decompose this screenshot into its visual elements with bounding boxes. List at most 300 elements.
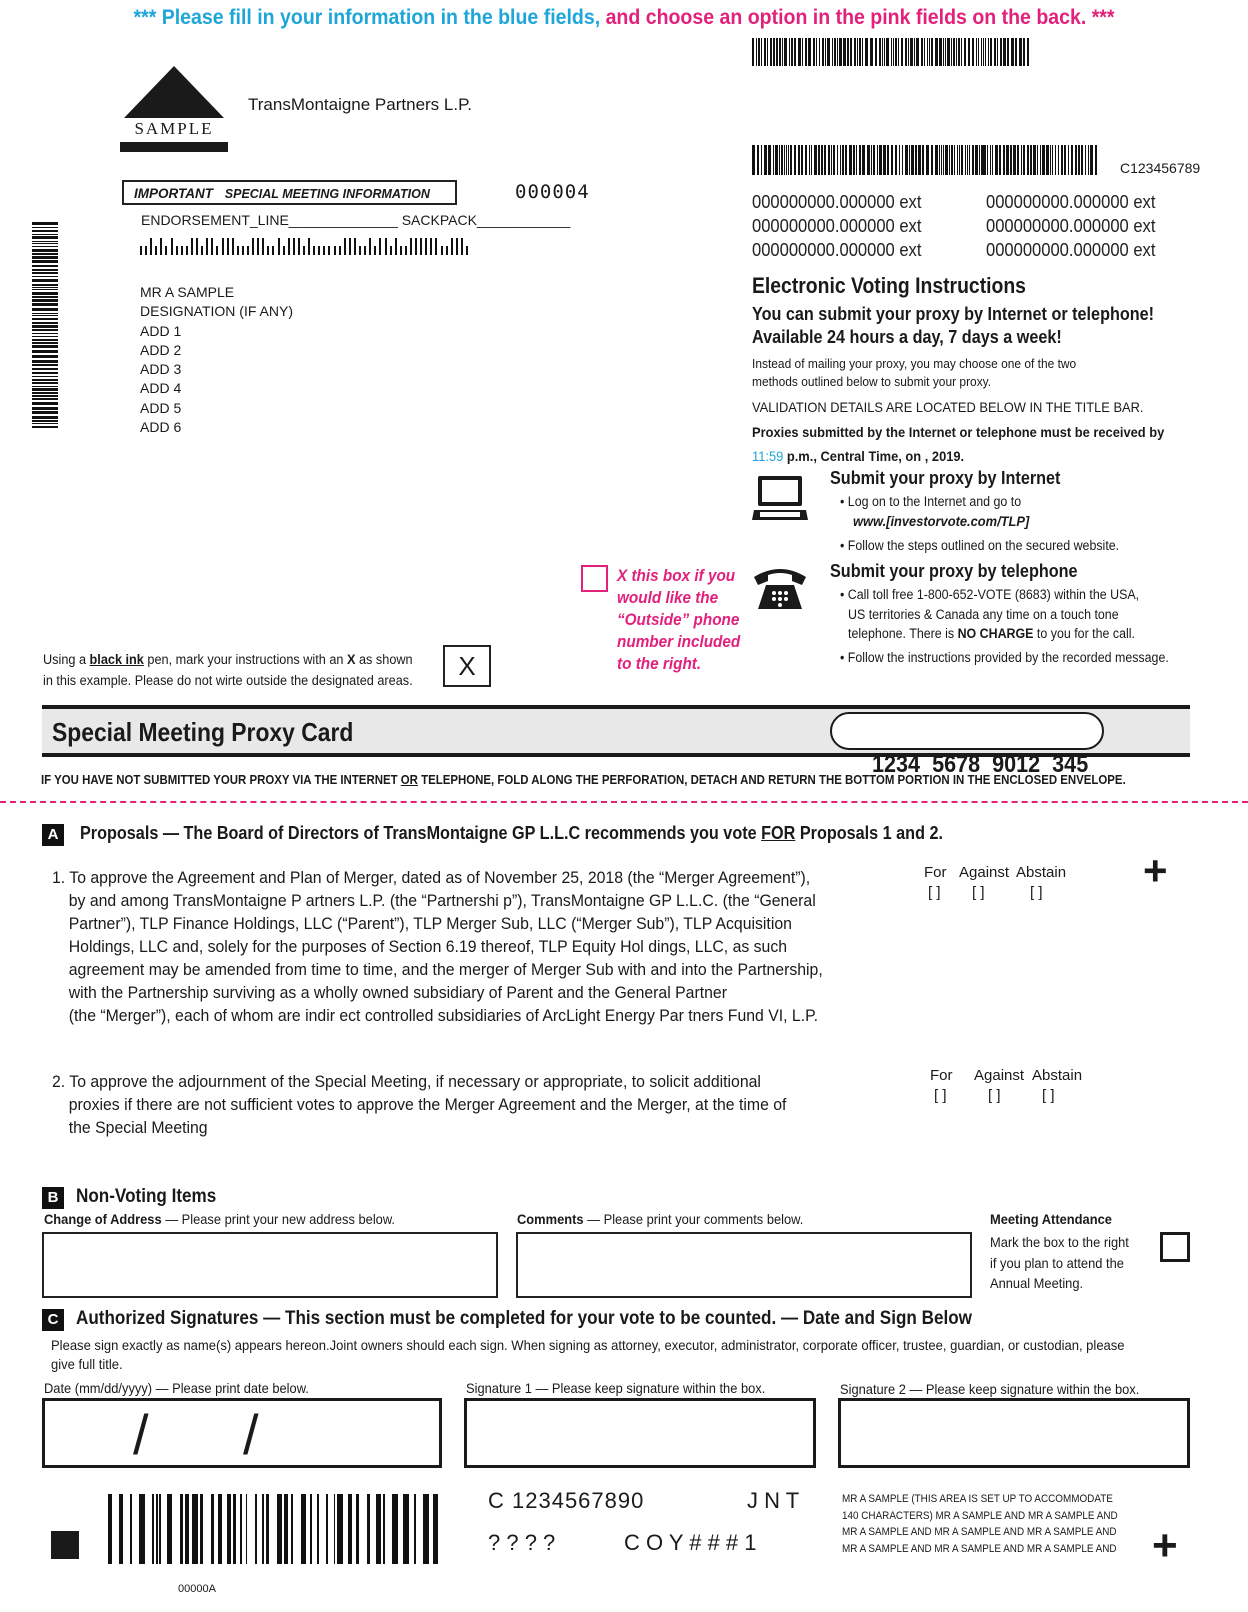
barcode-bar: [790, 145, 793, 175]
barcode-bar: [791, 38, 794, 66]
barcode-bar: [794, 145, 796, 175]
fold-text: IF YOU HAVE NOT SUBMITTED YOUR PROXY VIA THE INTERNET: [41, 772, 401, 787]
barcode-bar: [939, 145, 940, 175]
name-block-line: MR A SAMPLE AND MR A SAMPLE AND MR A SAMPLE AND: [842, 1526, 1117, 1538]
barcode-bar: [150, 238, 152, 255]
barcode-bar: [961, 145, 963, 175]
barcode-bar: [390, 246, 392, 255]
vote-against-label: Against: [974, 1067, 1025, 1084]
internet-title: Submit your proxy by Internet: [830, 468, 1061, 488]
barcode-bar: [303, 246, 305, 255]
vote-for-label: For: [924, 864, 947, 881]
date-slash-2: /: [243, 1403, 259, 1466]
proposal-2-line: proxies if there are not sufficient votes to approve the Merger Agreement and the Merger, at the time of: [68, 1095, 787, 1114]
barcode-bar: [326, 1494, 328, 1564]
barcode-bar: [32, 292, 58, 295]
barcode-bar: [905, 145, 906, 175]
barcode-bar: [1027, 145, 1030, 175]
barcode-bar: [323, 246, 325, 255]
barcode-bar: [775, 145, 778, 175]
barcode-bar: [1023, 38, 1025, 66]
barcode-bar: [805, 38, 807, 66]
important-box: [122, 180, 457, 205]
barcode-bar: [32, 329, 58, 331]
internet-url[interactable]: www.[investorvote.com/TLP]: [853, 513, 1030, 529]
barcode-bar: [997, 38, 998, 66]
phone-bullet-2: • Follow the instructions provided by the recorded message.: [840, 650, 1169, 665]
barcode-bar: [954, 145, 955, 175]
barcode-bar: [1027, 38, 1029, 66]
signing-instructions-1: Please sign exactly as name(s) appears hereon.Joint owners should each sign. When signing as attorney, executor, administrator, corporate officer, trustee, guardian, or custodian, please: [51, 1337, 1125, 1353]
barcode-bar: [779, 145, 780, 175]
barcode-bar: [318, 246, 320, 255]
barcode-bar: [233, 1494, 237, 1564]
barcode-bar: [951, 38, 952, 66]
title-bar: [42, 705, 1190, 778]
ink-line-1: [43, 649, 413, 670]
vote-abstain-label: Abstain: [1032, 1067, 1083, 1084]
barcode-bar: [845, 145, 847, 175]
barcode-bar: [941, 145, 942, 175]
barcode-bar: [978, 38, 979, 66]
top-barcode: [752, 38, 1032, 66]
ink-text: pen, mark your instructions with an: [143, 652, 348, 667]
barcode-bar: [761, 38, 762, 66]
postal-barcode: [140, 238, 475, 255]
barcode-bar: [931, 38, 933, 66]
barcode-bar: [32, 299, 58, 302]
vote-against-label: Against: [959, 864, 1010, 881]
internet-bullet-1: • Log on to the Internet and go to: [840, 494, 1022, 509]
barcode-bar: [410, 238, 412, 255]
barcode-bar: [272, 246, 274, 255]
barcode-bar: [988, 38, 990, 66]
vote-for-box[interactable]: [ ]: [928, 884, 941, 901]
barcode-bar: [451, 238, 453, 255]
section-c-badge: C: [42, 1309, 64, 1331]
card-title: Special Meeting Proxy Card: [52, 717, 354, 747]
barcode-bar: [32, 426, 58, 428]
barcode-bar: [788, 145, 789, 175]
barcode-bar: [1055, 145, 1056, 175]
vote-abstain-box[interactable]: [ ]: [1042, 1087, 1055, 1104]
barcode-bar: [975, 145, 976, 175]
barcode-bar: [32, 272, 58, 274]
barcode-bar: [32, 243, 58, 244]
electronic-subtitle-2: Available 24 hours a day, 7 days a week!: [752, 327, 1062, 347]
barcode-bar: [227, 238, 229, 255]
footer-coy: C O Y # # # 1: [624, 1530, 757, 1555]
barcode-bar: [32, 372, 58, 374]
barcode-bar: [837, 145, 838, 175]
proposal-1-line: with the Partnership surviving as a wholly owned subsidiary of Parent and the General Partner: [68, 983, 727, 1002]
barcode-bar: [999, 145, 1002, 175]
address-line: ADD 3: [140, 361, 182, 378]
barcode-bar: [979, 145, 980, 175]
barcode-bar: [32, 315, 58, 316]
barcode-bar: [867, 145, 870, 175]
barcode-bar: [441, 246, 443, 255]
company-name: TransMontaigne Partners L.P.: [248, 95, 472, 114]
signature-2-field[interactable]: [838, 1398, 1190, 1468]
barcode-bar: [987, 145, 988, 175]
barcode-bar: [1042, 145, 1045, 175]
barcode-bar: [994, 38, 996, 66]
barcode-bar: [879, 38, 881, 66]
barcode-bar: [32, 416, 58, 419]
form-code: 00000A: [178, 1583, 216, 1595]
barcode-bar: [1000, 38, 1002, 66]
barcode-bar: [32, 376, 58, 377]
deadline-line-2: [752, 448, 964, 464]
laptop-icon: [752, 474, 808, 526]
barcode-bar: [1019, 38, 1022, 66]
barcode-bar: [1061, 145, 1064, 175]
name-block-line: MR A SAMPLE (THIS AREA IS SET UP TO ACCOMMODATE: [842, 1493, 1113, 1505]
barcode-bar: [262, 1494, 264, 1564]
address-label-bold: Change of Address: [44, 1211, 162, 1227]
footer-name-block: [842, 1491, 1118, 1557]
attendance-text: [990, 1232, 1129, 1294]
barcode-bar: [831, 145, 832, 175]
barcode-bar: [32, 345, 58, 348]
perforation-line: [0, 801, 1248, 803]
barcode-bar: [784, 38, 787, 66]
proposal-1: [52, 866, 823, 1027]
barcode-bar: [277, 1494, 283, 1564]
barcode-bar: [400, 246, 402, 255]
barcode-bar: [32, 279, 58, 282]
barcode-bar: [776, 38, 779, 66]
barcode-bar: [255, 1494, 257, 1564]
proposal-1-line: agreement may be amended from time to time, and the merger of Merger Sub with and into the Partnership,: [68, 960, 823, 979]
barcode-bar: [801, 145, 803, 175]
barcode-bar: [159, 1494, 161, 1564]
barcode-bar: [887, 145, 890, 175]
section-a-title: [80, 823, 943, 844]
barcode-bar: [32, 230, 58, 232]
barcode-bar: [847, 38, 849, 66]
name-block-line: 140 CHARACTERS) MR A SAMPLE AND MR A SAMPLE AND: [842, 1509, 1118, 1522]
barcode-bar: [32, 379, 58, 381]
section-c-title: Authorized Signatures — This section must be completed for your vote to be counted. — Date and Sign Below: [76, 1308, 973, 1329]
barcode-bar: [834, 38, 836, 66]
barcode-bar: [810, 38, 811, 66]
barcode-bar: [293, 238, 295, 255]
barcode-bar: [32, 269, 58, 271]
barcode-bar: [201, 246, 203, 255]
barcode-bar: [155, 246, 157, 255]
barcode-bar: [995, 145, 998, 175]
barcode-bar: [32, 355, 58, 358]
barcode-bar: [317, 1494, 319, 1564]
barcode-bar: [32, 284, 58, 286]
barcode-bar: [414, 1494, 416, 1564]
proposal-1-line: Holdings, LLC and, solely for the purposes of Section 6.19 thereof, TLP Equity Hol dings, LLC, as such: [68, 937, 788, 956]
barcode-bar: [334, 246, 336, 255]
barcode-bar: [1003, 145, 1005, 175]
barcode-bar: [918, 145, 921, 175]
barcode-bar: [348, 1494, 352, 1564]
barcode-bar: [1003, 38, 1006, 66]
barcode-bar: [822, 38, 824, 66]
barcode-bar: [926, 145, 929, 175]
proposal-2-line: the Special Meeting: [68, 1118, 208, 1137]
barcode-bar: [108, 1494, 112, 1564]
barcode-bar: [369, 238, 371, 255]
barcode-bar: [192, 1494, 198, 1564]
barcode-bar: [349, 238, 351, 255]
barcode-bar: [898, 38, 899, 66]
barcode-bar: [32, 276, 58, 277]
barcode-bar: [761, 145, 762, 175]
footer-jnt: J N T: [747, 1488, 800, 1513]
barcode-bar: [262, 238, 264, 255]
barcode-bar: [1017, 145, 1020, 175]
barcode-bar: [833, 145, 836, 175]
barcode-bar: [211, 238, 213, 255]
barcode-bar: [922, 145, 925, 175]
barcode-bar: [32, 423, 58, 424]
barcode-bar: [354, 238, 356, 255]
barcode-bar: [266, 1494, 270, 1564]
barcode-bar: [32, 407, 58, 410]
control-barcode: [752, 145, 1100, 175]
barcode-bar: [818, 145, 821, 175]
ext-number: 000000000.000000 ext: [986, 192, 1156, 212]
barcode-bar: [392, 1494, 398, 1564]
barcode-bar: [911, 145, 914, 175]
barcode-bar: [1011, 38, 1014, 66]
vote-for-box[interactable]: [ ]: [934, 1087, 947, 1104]
phone-text: telephone. There is: [848, 626, 958, 641]
barcode-bar: [770, 38, 772, 66]
barcode-bar: [924, 38, 925, 66]
section-b-header: [42, 1186, 232, 1209]
barcode-bar: [959, 145, 960, 175]
barcode-bar: [828, 145, 830, 175]
vote-against-box[interactable]: [ ]: [972, 884, 985, 901]
barcode-bar: [298, 238, 300, 255]
barcode-bar: [237, 246, 239, 255]
barcode-bar: [781, 145, 783, 175]
barcode-bar: [910, 38, 913, 66]
ext-number: 000000000.000000 ext: [752, 216, 922, 236]
barcode-bar: [951, 145, 953, 175]
barcode-bar: [374, 246, 376, 255]
barcode-bar: [32, 402, 58, 405]
barcode-bar: [1037, 145, 1038, 175]
barcode-bar: [773, 145, 774, 175]
barcode-bar: [808, 38, 810, 66]
barcode-bar: [446, 246, 448, 255]
barcode-bar: [32, 395, 58, 397]
barcode-bar: [200, 1494, 204, 1564]
barcode-bar: [359, 246, 361, 255]
barcode-bar: [752, 145, 755, 175]
banner-pink-text: and choose an option in the pink fields on the back. ***: [600, 6, 1115, 29]
barcode-bar: [985, 38, 986, 66]
barcode-bar: [310, 1494, 312, 1564]
comments-label: [517, 1211, 803, 1227]
barcode-bar: [242, 246, 244, 255]
barcode-bar: [871, 145, 872, 175]
barcode-bar: [905, 38, 907, 66]
address-label-rest: — Please print your new address below.: [161, 1211, 396, 1227]
barcode-bar: [152, 1494, 154, 1564]
barcode-bar: [916, 38, 919, 66]
side-barcode: [32, 222, 58, 432]
barcode-bar: [32, 325, 58, 328]
barcode-bar: [32, 382, 58, 384]
attendance-line: if you plan to attend the: [990, 1254, 1124, 1271]
barcode-bar: [1010, 145, 1013, 175]
barcode-bar: [181, 246, 183, 255]
barcode-bar: [816, 38, 817, 66]
electronic-subtitle-1: You can submit your proxy by Internet or telephone!: [752, 304, 1155, 324]
outside-phone-line: would like the: [617, 588, 719, 607]
barcode-bar: [313, 246, 315, 255]
barcode-bar: [957, 145, 959, 175]
barcode-bar: [232, 238, 234, 255]
section-c-header: [42, 1308, 1072, 1331]
barcode-bar: [32, 289, 58, 290]
sequence-number: 000004: [515, 181, 590, 203]
vote-abstain-box[interactable]: [ ]: [1030, 884, 1043, 901]
barcode-bar: [32, 227, 58, 228]
barcode-bar: [758, 38, 760, 66]
outside-phone-checkbox[interactable]: [581, 565, 608, 592]
barcode-bar: [1075, 145, 1077, 175]
x-text: X: [347, 652, 356, 667]
section-a-for: FOR: [761, 823, 796, 843]
signing-instructions-2: give full title.: [51, 1356, 123, 1372]
comments-field[interactable]: [516, 1232, 972, 1298]
vote-against-box[interactable]: [ ]: [988, 1087, 1001, 1104]
attendance-title: Meeting Attendance: [990, 1211, 1112, 1227]
barcode-bar: [859, 145, 862, 175]
signature-1-field[interactable]: [464, 1398, 816, 1468]
barcode-bar: [857, 38, 858, 66]
barcode-bar: [32, 249, 58, 252]
barcode-bar: [32, 364, 58, 366]
attendance-checkbox[interactable]: [1160, 1232, 1190, 1262]
barcode-bar: [435, 238, 437, 255]
barcode-bar: [1090, 145, 1093, 175]
barcode-bar: [849, 145, 852, 175]
section-b-badge: B: [42, 1187, 64, 1209]
banner-blue-text: *** Please fill in your information in the blue fields,: [133, 6, 601, 29]
barcode-bar: [958, 38, 960, 66]
barcode-bar: [1088, 145, 1090, 175]
barcode-bar: [176, 246, 178, 255]
vote-abstain-label: Abstain: [1016, 864, 1067, 881]
barcode-bar: [32, 388, 58, 391]
barcode-bar: [972, 38, 975, 66]
footer-square: [51, 1531, 79, 1559]
barcode-bar: [765, 145, 767, 175]
barcode-bar: [423, 1494, 429, 1564]
barcode-bar: [1050, 145, 1051, 175]
address-line: DESIGNATION (IF ANY): [140, 303, 293, 320]
barcode-bar: [805, 145, 807, 175]
ink-line-2: in this example. Please do not wirte outside the designated areas.: [43, 673, 413, 688]
barcode-bar: [859, 38, 862, 66]
barcode-bar: [356, 1494, 360, 1564]
barcode-bar: [961, 38, 962, 66]
barcode-bar: [32, 236, 58, 239]
change-of-address-field[interactable]: [42, 1232, 498, 1298]
barcode-bar: [32, 411, 58, 414]
barcode-bar: [992, 145, 993, 175]
footer-plus-mark: +: [1152, 1521, 1178, 1570]
barcode-bar: [1058, 145, 1059, 175]
barcode-bar: [941, 38, 942, 66]
barcode-bar: [893, 38, 894, 66]
barcode-bar: [385, 238, 387, 255]
barcode-bar: [383, 1494, 385, 1564]
phone-bullet-1a: • Call toll free 1-800-652-VOTE (8683) within the USA,: [840, 587, 1140, 602]
barcode-bar: [969, 145, 970, 175]
barcode-bar: [1006, 145, 1009, 175]
ext-numbers: [752, 192, 1172, 266]
date-field[interactable]: [42, 1398, 442, 1468]
barcode-bar: [139, 1494, 145, 1564]
barcode-bar: [756, 38, 757, 66]
barcode-bar: [983, 38, 984, 66]
barcode-bar: [935, 38, 938, 66]
validation-note: VALIDATION DETAILS ARE LOCATED BELOW IN THE TITLE BAR.: [752, 399, 1144, 415]
address-line: ADD 1: [140, 322, 182, 339]
barcode-bar: [773, 38, 775, 66]
barcode-bar: [218, 1494, 222, 1564]
barcode-bar: [1030, 145, 1032, 175]
barcode-bar: [283, 246, 285, 255]
barcode-bar: [32, 222, 58, 225]
barcode-bar: [921, 38, 923, 66]
barcode-bar: [301, 1494, 307, 1564]
comments-label-rest: — Please print your comments below.: [583, 1211, 804, 1227]
footer-control: C 1234567890: [488, 1488, 645, 1513]
barcode-bar: [915, 145, 917, 175]
barcode-bar: [839, 38, 842, 66]
fold-notice: [41, 772, 1126, 787]
barcode-bar: [1023, 145, 1025, 175]
ink-instruction: [43, 649, 413, 691]
barcode-bar: [886, 38, 889, 66]
barcode-bar: [883, 145, 886, 175]
attendance-line: Annual Meeting.: [990, 1275, 1084, 1291]
barcode-bar: [252, 238, 254, 255]
instruction-banner: [44, 6, 1205, 30]
barcode-bar: [403, 1494, 409, 1564]
barcode-bar: [827, 38, 830, 66]
barcode-bar: [160, 238, 162, 255]
card-number: 1234 5678 9012 345: [872, 751, 1089, 778]
section-a-badge: A: [42, 824, 64, 846]
barcode-bar: [278, 238, 280, 255]
barcode-bar: [1033, 145, 1036, 175]
barcode-bar: [1007, 38, 1009, 66]
barcode-bar: [32, 246, 58, 247]
proposal-2: [52, 1070, 786, 1139]
proposal-2-votes: [930, 1067, 1090, 1111]
endorsement-line: ENDORSEMENT_LINE______________ SACKPACK____________: [141, 212, 571, 228]
barcode-bar: [802, 38, 803, 66]
barcode-bar: [939, 38, 941, 66]
barcode-bar: [813, 38, 815, 66]
comments-label-bold: Comments: [517, 1211, 584, 1227]
